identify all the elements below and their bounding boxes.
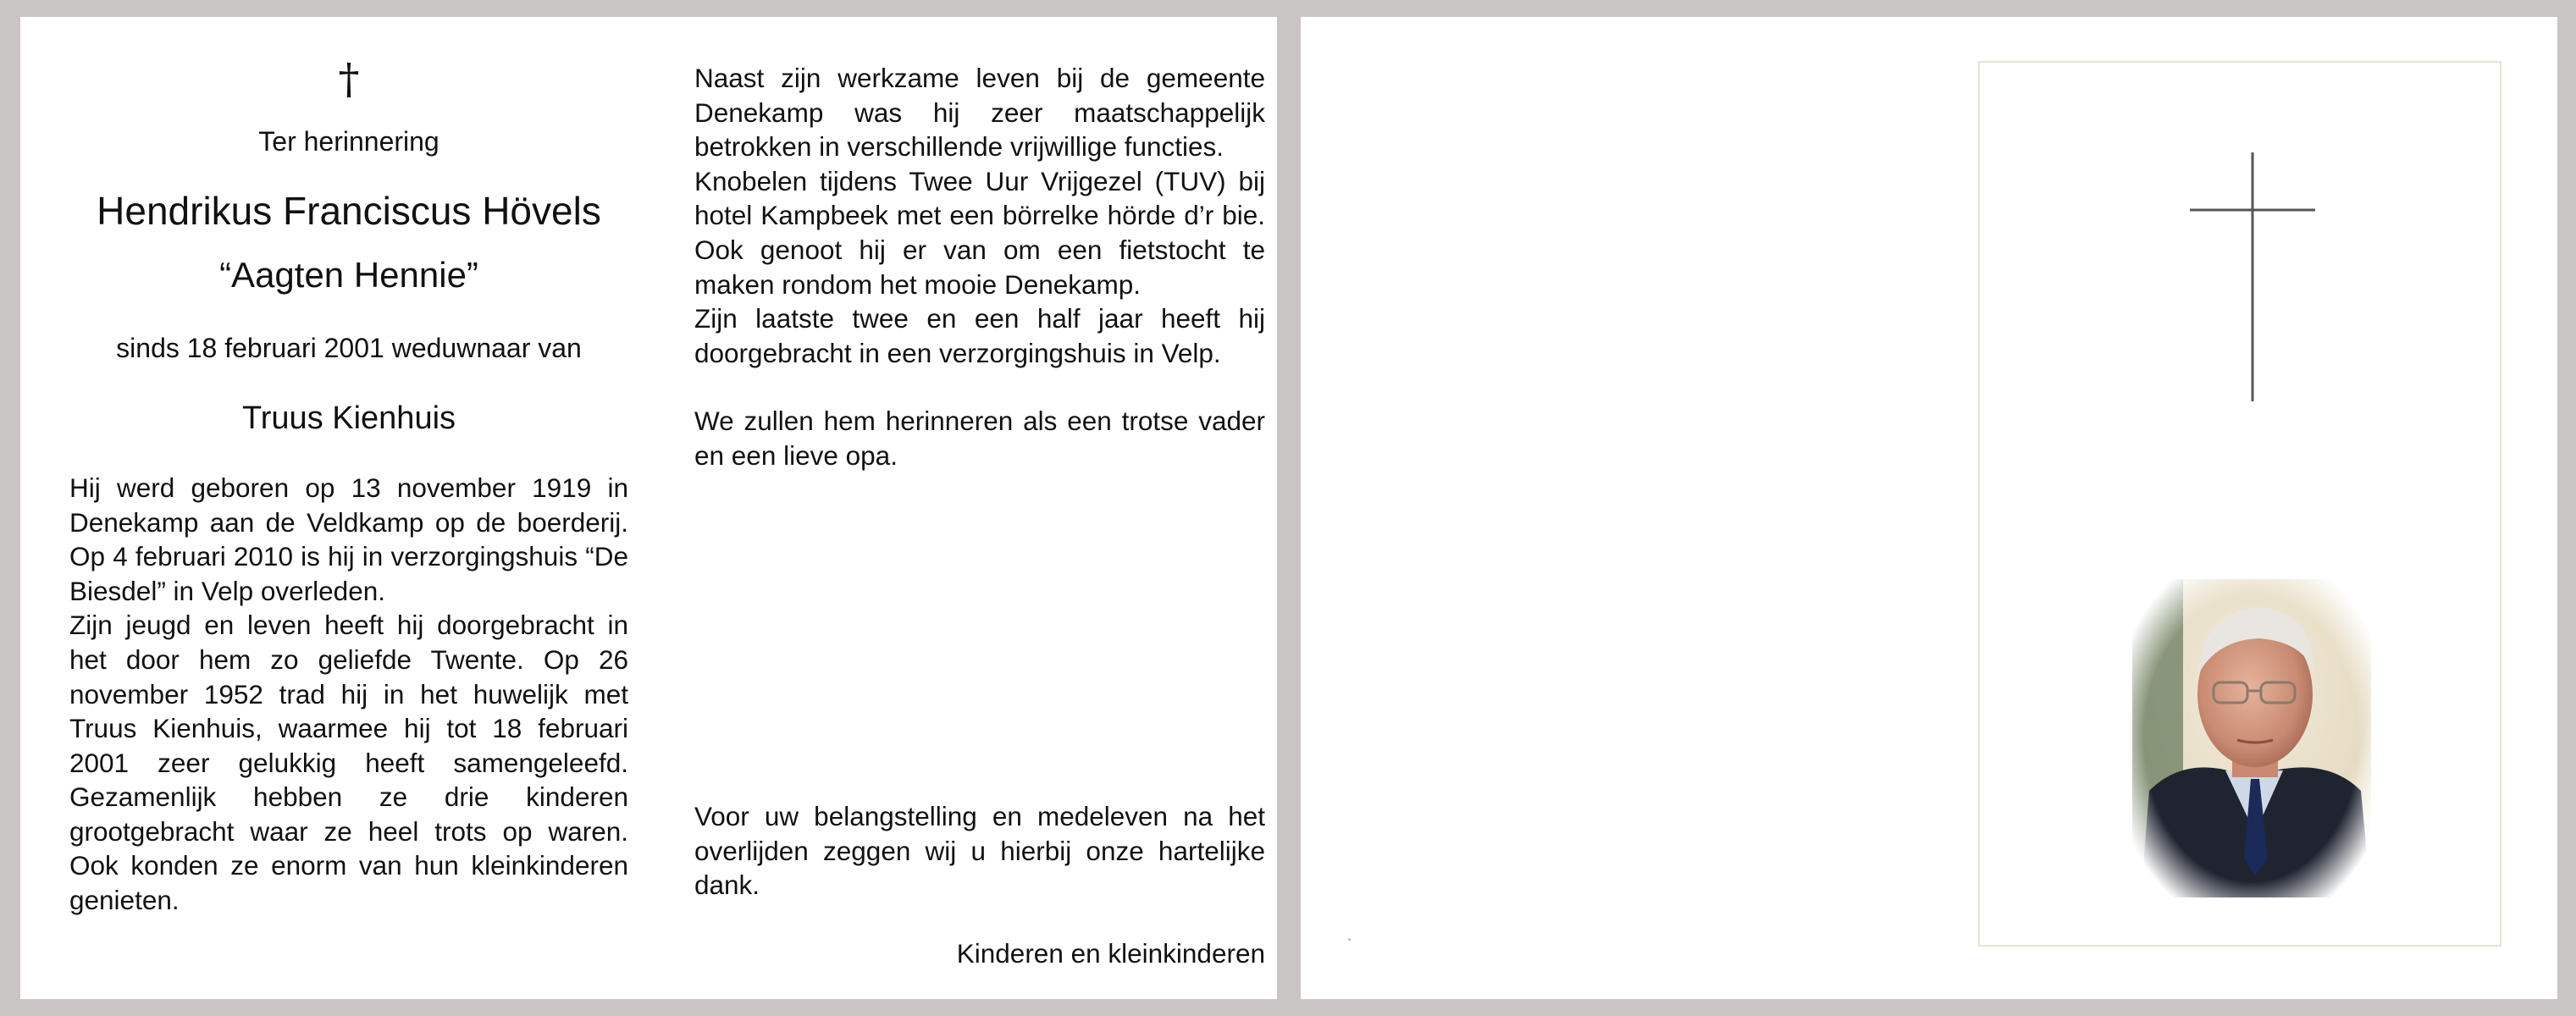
biography-paragraph-4: Knobelen tijdens Twee Uur Vrijgezel (TUV) bij hotel Kampbeek met een börrelke hörde d’r bie. Ook genoot hij er van om een fietstocht te maken rondom het mooie Denekamp.	[694, 165, 1265, 300]
nickname: “Aagten Hennie”	[219, 254, 478, 295]
deceased-name: Hendrikus Franciscus Hövels	[97, 189, 601, 234]
middle-column	[694, 61, 1265, 975]
biography-paragraph-1: Hij werd geboren op 13 november 1919 in Denekamp aan de Veldkamp op de boerderij. Op 4 februari 2010 is hij in verzorgingshuis “De Biesdel” in Velp overleden.	[69, 472, 628, 606]
widower-line: sinds 18 februari 2001 weduwnaar van	[116, 332, 582, 363]
card-text-panel	[20, 17, 1277, 999]
left-column	[69, 54, 628, 918]
cross-symbol-icon: †	[338, 54, 360, 103]
portrait-photo	[2132, 579, 2371, 897]
remembrance-paragraph: We zullen hem herinneren als een trotse vader en een lieve opa.	[694, 406, 1265, 471]
thin-frame	[1978, 61, 2501, 947]
thanks-paragraph: Voor uw belangstelling en medeleven na het overlijden zeggen wij u hierbij onze hartelijke dank.	[694, 801, 1265, 901]
spouse-name: Truus Kienhuis	[241, 400, 456, 437]
card-cover-panel	[1301, 17, 2557, 999]
biography-paragraph-5: Zijn laatste twee en een half jaar heeft hij doorgebracht in een verzorgingshuis in Velp.	[694, 303, 1265, 368]
cross-icon	[1980, 63, 2500, 401]
paper-speck	[1348, 938, 1351, 941]
signoff: Kinderen en kleinkinderen	[956, 938, 1265, 969]
intro-line: Ter herinnering	[258, 126, 439, 157]
biography-paragraph-3: Naast zijn werkzame leven bij de gemeente Denekamp was hij zeer maatschappelijk betrokken in verschillende vrijwillige functies.	[694, 63, 1265, 163]
biography-paragraph-2: Zijn jeugd en leven heeft hij doorgebracht in het door hem zo geliefde Twente. Op 26 november 1952 trad hij in het huwelijk met Truus Kienhuis, waarmee hij tot 18 februari 2001 zeer gelukkig heeft samengeleefd. Gezamenlijk hebben ze drie kinderen grootgebracht waar ze heel trots op waren. Ook konden ze enorm van hun kleinkinderen genieten.	[69, 610, 628, 916]
